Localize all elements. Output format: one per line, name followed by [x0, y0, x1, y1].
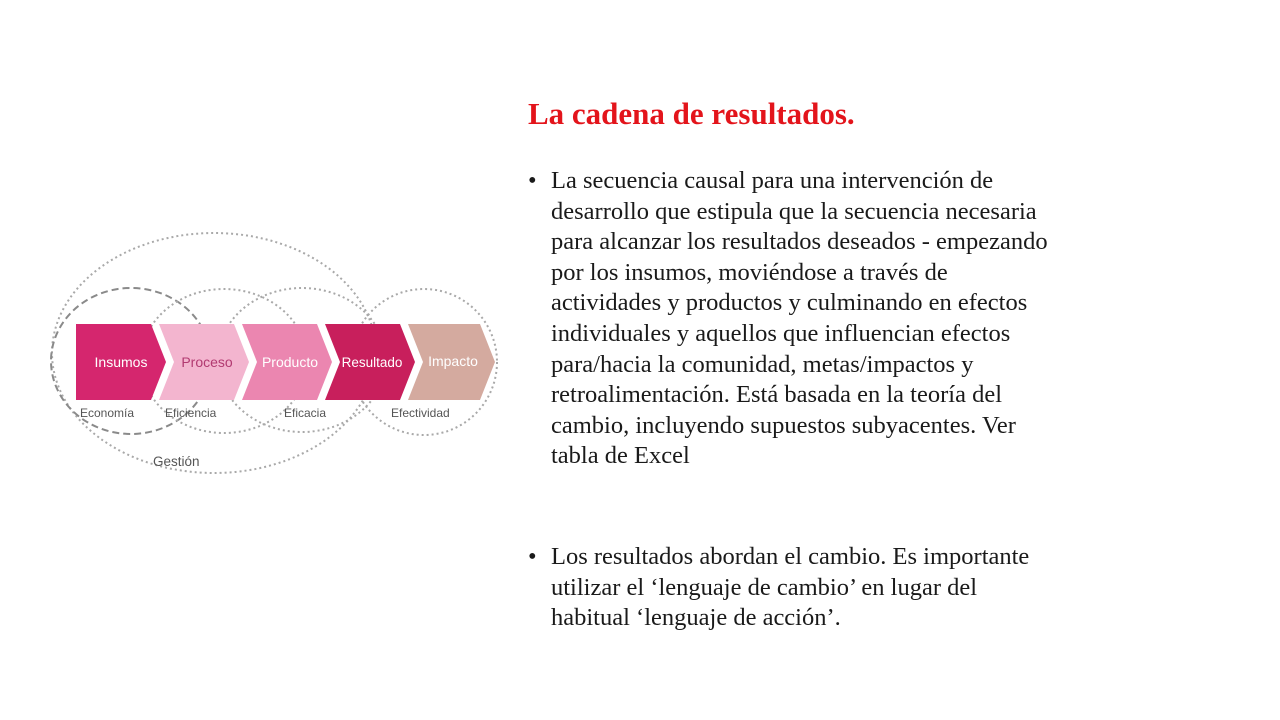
step-label-proceso: Proceso	[181, 354, 233, 370]
bullet-list	[528, 166, 1218, 634]
measure-label-economia: Economía	[80, 406, 135, 420]
bullet-line: tabla de Excel	[551, 442, 690, 470]
step-label-insumos: Insumos	[94, 354, 148, 370]
bullet-line: para/hacia la comunidad, metas/impactos y	[551, 350, 974, 378]
bullet-line: individuales y aquellos que influencian efectos	[551, 319, 1011, 347]
step-label-producto: Producto	[261, 354, 319, 370]
bullet-item	[528, 542, 1218, 634]
measure-label-efectividad: Efectividad	[391, 406, 450, 420]
measure-label-eficiencia: Eficiencia	[165, 406, 217, 420]
bullet-marker: •	[528, 167, 537, 194]
bullet-line: utilizar el ‘lenguaje de cambio’ en lugar del	[551, 573, 978, 601]
bullet-item	[528, 166, 1218, 472]
results-chain-diagram	[48, 228, 508, 490]
slide-title: La cadena de resultados.	[528, 96, 855, 131]
bullet-line: desarrollo que estipula que la secuencia necesaria	[551, 197, 1037, 225]
bullet-line: habitual ‘lenguaje de acción’.	[551, 604, 841, 632]
bullet-line: La secuencia causal para una intervención de	[551, 167, 994, 194]
bullet-text	[551, 166, 1218, 472]
measure-label-eficacia: Eficacia	[284, 406, 327, 420]
bullet-line: cambio, incluyendo supuestos subyacentes. Ver	[551, 411, 1016, 439]
gestion-label: Gestión	[153, 454, 200, 469]
bullet-line: actividades y productos y culminando en efectos	[551, 289, 1028, 317]
bullet-line: para alcanzar los resultados deseados - empezando	[551, 228, 1048, 256]
bullet-line: por los insumos, moviéndose a través de	[551, 258, 948, 286]
step-label-impacto: Impacto	[428, 353, 478, 369]
bullet-marker: •	[528, 542, 537, 570]
bullet-line: retroalimentación. Está basada en la teoría del	[551, 381, 1003, 409]
bullet-line: Los resultados abordan el cambio. Es importante	[551, 542, 1030, 570]
step-label-resultado: Resultado	[341, 355, 403, 370]
bullet-text	[551, 542, 1218, 634]
